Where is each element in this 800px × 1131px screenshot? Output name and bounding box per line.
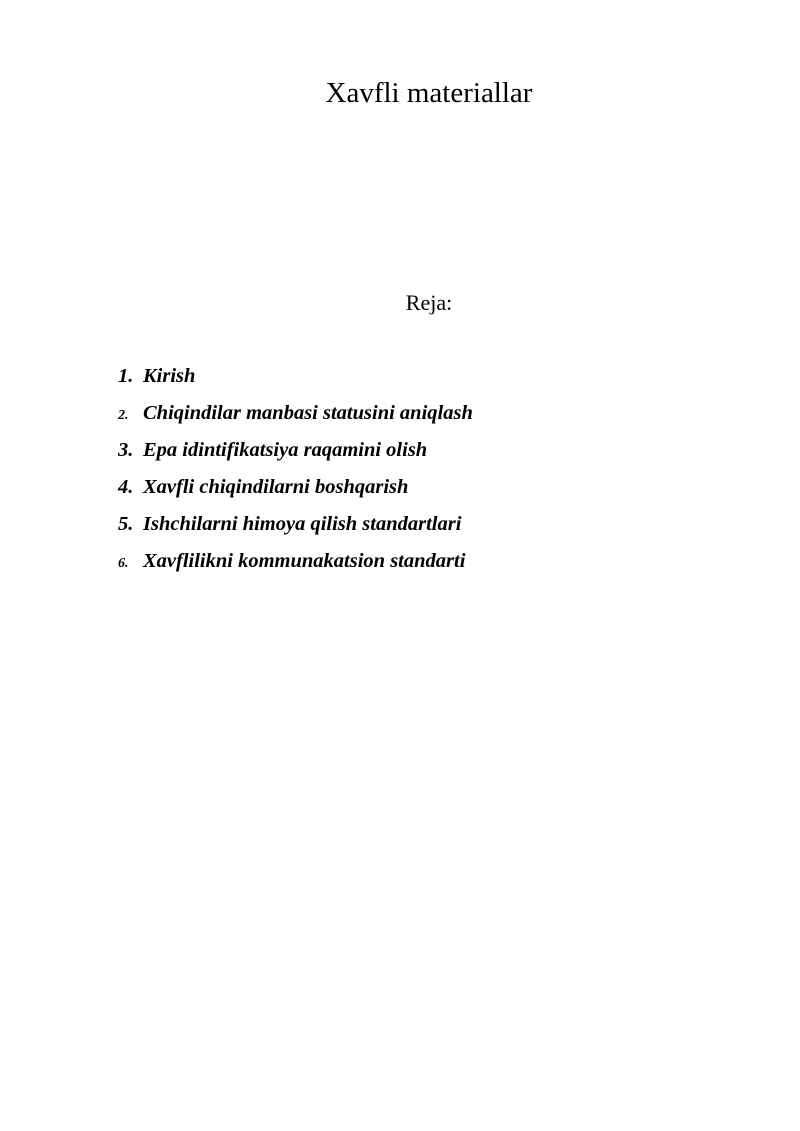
plan-item-text: Xavflilikni kommunakatsion standarti xyxy=(143,550,466,572)
plan-item-number: 2. xyxy=(118,408,129,423)
plan-item-3 xyxy=(118,436,473,473)
plan-item-number: 4. xyxy=(118,476,134,498)
plan-list xyxy=(118,362,473,584)
plan-item-2 xyxy=(118,399,473,436)
plan-item-number: 5. xyxy=(118,513,134,535)
plan-item-text: Xavfli chiqindilarni boshqarish xyxy=(143,476,409,498)
plan-item-text: Kirish xyxy=(143,365,196,387)
plan-item-text: Ishchilarni himoya qilish standartlari xyxy=(143,513,462,535)
plan-item-5 xyxy=(118,510,473,547)
plan-item-number: 3. xyxy=(118,439,134,461)
plan-item-6 xyxy=(118,547,473,584)
plan-heading: Reja: xyxy=(405,290,453,315)
document-title: Xavfli materiallar xyxy=(325,77,533,109)
plan-item-text: Epa idintifikatsiya raqamini olish xyxy=(143,439,428,461)
plan-item-number: 1. xyxy=(118,365,134,387)
plan-item-1 xyxy=(118,362,473,399)
plan-item-text: Chiqindilar manbasi statusini aniqlash xyxy=(143,402,473,424)
plan-item-number: 6. xyxy=(118,556,129,571)
plan-item-4 xyxy=(118,473,473,510)
